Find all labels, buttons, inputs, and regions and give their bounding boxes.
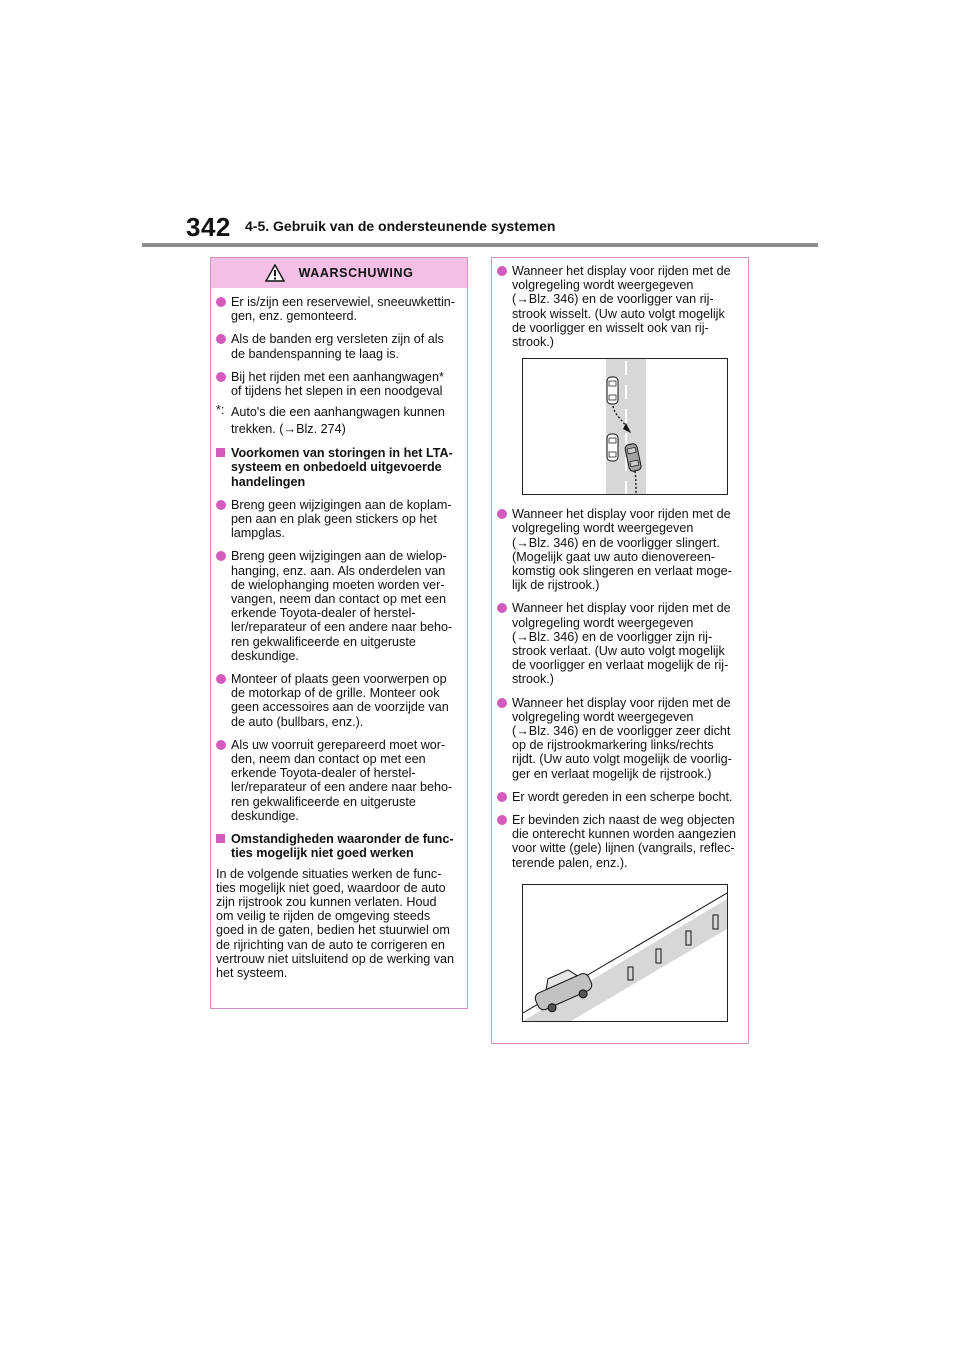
- text-line: Er bevinden zich naast de weg objecten: [512, 813, 735, 828]
- paragraph: [216, 867, 461, 981]
- lane-change-drawing: [523, 359, 727, 494]
- list-item: [216, 498, 461, 541]
- text-line: de wielophanging moeten worden ver-: [231, 577, 445, 592]
- text-line: strook wisselt. (Uw auto volgt mogelijk: [512, 306, 725, 321]
- list-item: [497, 696, 742, 781]
- text-line: den, neem dan contact op met een: [231, 752, 426, 767]
- lane-change-illustration: [522, 358, 728, 495]
- text-line: komstig ook slingeren en verlaat moge-: [512, 564, 732, 579]
- text-line: pen aan en plak geen stickers op het: [231, 512, 437, 527]
- text-line: deskundige.: [231, 808, 299, 823]
- text-line: goed in de gaten, bedien het stuurwiel om: [216, 923, 450, 938]
- bullet-icon: [497, 509, 507, 519]
- text-line: strook verlaat. (Uw auto volgt mogelijk: [512, 644, 725, 659]
- page-number: 342: [186, 212, 231, 242]
- text-line: lijk de rijstrook.): [512, 578, 600, 593]
- bullet-icon: [216, 500, 226, 510]
- text-line: de voorligger en wisselt ook van rij-: [512, 320, 709, 335]
- text-line: ler/reparateur of een andere naar beho-: [231, 620, 453, 635]
- page-header: [0, 0, 960, 250]
- text-line: handelingen: [231, 474, 306, 489]
- text-line: de motorkap of de grille. Monteer ook: [231, 686, 440, 701]
- text-line: strook.): [512, 335, 554, 350]
- warning-triangle-icon: [265, 264, 285, 282]
- text-line: erkende Toyota-dealer of herstel-: [231, 606, 416, 621]
- text-line: Monteer of plaats geen voorwerpen op: [231, 672, 447, 687]
- text-line: vangen, neem dan contact op met een: [231, 592, 446, 607]
- square-bullet-icon: [216, 834, 225, 843]
- bullet-icon: [497, 698, 507, 708]
- text-line: Auto's die een aanhangwagen kunnen: [231, 405, 445, 420]
- text-line: Wanneer het display voor rijden met de: [512, 264, 731, 278]
- car-icon: [607, 377, 618, 404]
- footnote-mark: *:: [216, 403, 225, 418]
- text-line: volgregeling wordt weergegeven: [512, 709, 694, 724]
- text-line: volgregeling wordt weergegeven: [512, 615, 694, 630]
- text-line: terende palen, enz.).: [512, 855, 628, 870]
- bullet-icon: [216, 297, 226, 307]
- bullet-icon: [216, 551, 226, 561]
- reflector-post-icon: [686, 931, 691, 945]
- text-line: lampglas.: [231, 526, 285, 541]
- text-line: Wanneer het display voor rijden met de: [512, 507, 731, 522]
- text-line: deskundige.: [231, 648, 299, 663]
- bullet-icon: [497, 266, 507, 276]
- text-line: rijdt. (Uw auto volgt mogelijk de voorlig-: [512, 752, 732, 767]
- text-line: Als de banden erg versleten zijn of als: [231, 332, 444, 347]
- text-line: de voorligger en verlaat mogelijk de rij-: [512, 658, 729, 673]
- list-item: [216, 332, 461, 360]
- bullet-icon: [497, 603, 507, 613]
- text-line: zijn rijstrook zou kunnen verlaten. Houd: [216, 894, 437, 909]
- bullet-icon: [216, 372, 226, 382]
- text-line: de bandenspanning te laag is.: [231, 346, 400, 361]
- list-item: [497, 790, 742, 804]
- text-line: Voorkomen van storingen in het LTA-: [231, 446, 453, 461]
- reflector-post-icon: [628, 967, 633, 980]
- text-line: erkende Toyota-dealer of herstel-: [231, 766, 416, 781]
- text-line: Als uw voorruit gerepareerd moet wor-: [231, 737, 446, 752]
- text-line: ler/reparateur of een andere naar beho-: [231, 780, 453, 795]
- text-line: ren gekwalificeerde en uitgeruste: [231, 794, 416, 809]
- text-line: de auto (bullbars, enz.).: [231, 714, 364, 729]
- list-item: [497, 507, 742, 592]
- text-line: voor witte (gele) lijnen (vangrails, reflec-: [512, 841, 735, 856]
- list-item: [216, 672, 461, 729]
- text-line: op de rijstrookmarkering links/rechts: [512, 738, 714, 753]
- list-item: [497, 264, 742, 349]
- list-item: [216, 295, 461, 323]
- text-line: hanging, enz. aan. Als onderdelen van: [231, 563, 446, 578]
- text-line: om veilig te rijden de omgeving steeds: [216, 909, 431, 924]
- car-icon: [607, 434, 618, 461]
- bullet-icon: [497, 792, 507, 802]
- subheading: [216, 446, 461, 489]
- footnote: [216, 404, 461, 438]
- text-line: (→Blz. 346) en de voorligger zeer dicht: [512, 724, 731, 739]
- square-bullet-icon: [216, 448, 225, 457]
- text-line: Er is/zijn een reservewiel, sneeuwkettin-: [231, 295, 455, 309]
- text-line: Wanneer het display voor rijden met de: [512, 695, 731, 710]
- subheading: [216, 832, 461, 860]
- text-line: Er wordt gereden in een scherpe bocht.: [512, 789, 733, 804]
- bullet-icon: [216, 740, 226, 750]
- text-line: Bij het rijden met een aanhangwagen*: [231, 369, 444, 384]
- warning-title: WAARSCHUWING: [298, 265, 414, 280]
- text-line: Wanneer het display voor rijden met de: [512, 601, 731, 616]
- text-line: ties mogelijk niet goed, waardoor de auto: [216, 880, 446, 895]
- list-item: [497, 601, 742, 686]
- text-line: (Mogelijk gaat uw auto dienovereen-: [512, 549, 716, 564]
- bullet-icon: [216, 334, 226, 344]
- reflector-post-icon: [713, 915, 718, 929]
- reflector-post-icon: [656, 949, 661, 963]
- text-line: (→Blz. 346) en de voorligger slingert.: [512, 535, 720, 550]
- text-line: (→Blz. 346) en de voorligger van rij-: [512, 292, 714, 307]
- warning-box: [210, 257, 468, 1009]
- text-line: de rijrichting van de auto te corrigeren en: [216, 937, 445, 952]
- text-line: Breng geen wijzigingen aan de wielop-: [231, 549, 447, 564]
- text-line: gen, enz. gemonteerd.: [231, 309, 358, 324]
- bullet-icon: [497, 815, 507, 825]
- text-line: Omstandigheden waaronder de func-: [231, 832, 454, 847]
- text-line: volgregeling wordt weergegeven: [512, 278, 694, 293]
- list-item: [497, 813, 742, 870]
- text-line: trekken. (→Blz. 274): [231, 422, 346, 437]
- text-line: ties mogelijk niet goed werken: [231, 846, 414, 861]
- roadside-posts-illustration: [522, 884, 728, 1022]
- roadside-drawing: [523, 885, 727, 1021]
- bullet-icon: [216, 674, 226, 684]
- list-item: [216, 370, 461, 398]
- text-line: systeem en onbedoeld uitgevoerde: [231, 460, 442, 475]
- text-line: vertrouw niet uitsluitend op de werking van: [216, 951, 455, 966]
- section-title: 4-5. Gebruik van de ondersteunende systemen: [245, 218, 556, 234]
- text-line: Breng geen wijzigingen aan de koplam-: [231, 497, 452, 512]
- list-item: [216, 549, 461, 663]
- list-item: [216, 738, 461, 823]
- text-line: ger en verlaat mogelijk de rijstrook.): [512, 766, 712, 781]
- text-line: het systeem.: [216, 965, 288, 980]
- text-line: strook.): [512, 672, 554, 687]
- text-line: die onterecht kunnen worden aangezien: [512, 827, 737, 842]
- text-line: volgregeling wordt weergegeven: [512, 521, 694, 536]
- text-line: In de volgende situaties werken de func-: [216, 866, 442, 881]
- text-line: (→Blz. 346) en de voorligger zijn rij-: [512, 629, 713, 644]
- warning-header: [211, 258, 467, 288]
- warning-box-continued: [491, 257, 749, 1044]
- header-rule: [142, 243, 818, 247]
- text-line: of tijdens het slepen in een noodgeval: [231, 384, 443, 399]
- text-line: geen accessoires aan de voorzijde van: [231, 700, 449, 715]
- text-line: ren gekwalificeerde en uitgeruste: [231, 634, 416, 649]
